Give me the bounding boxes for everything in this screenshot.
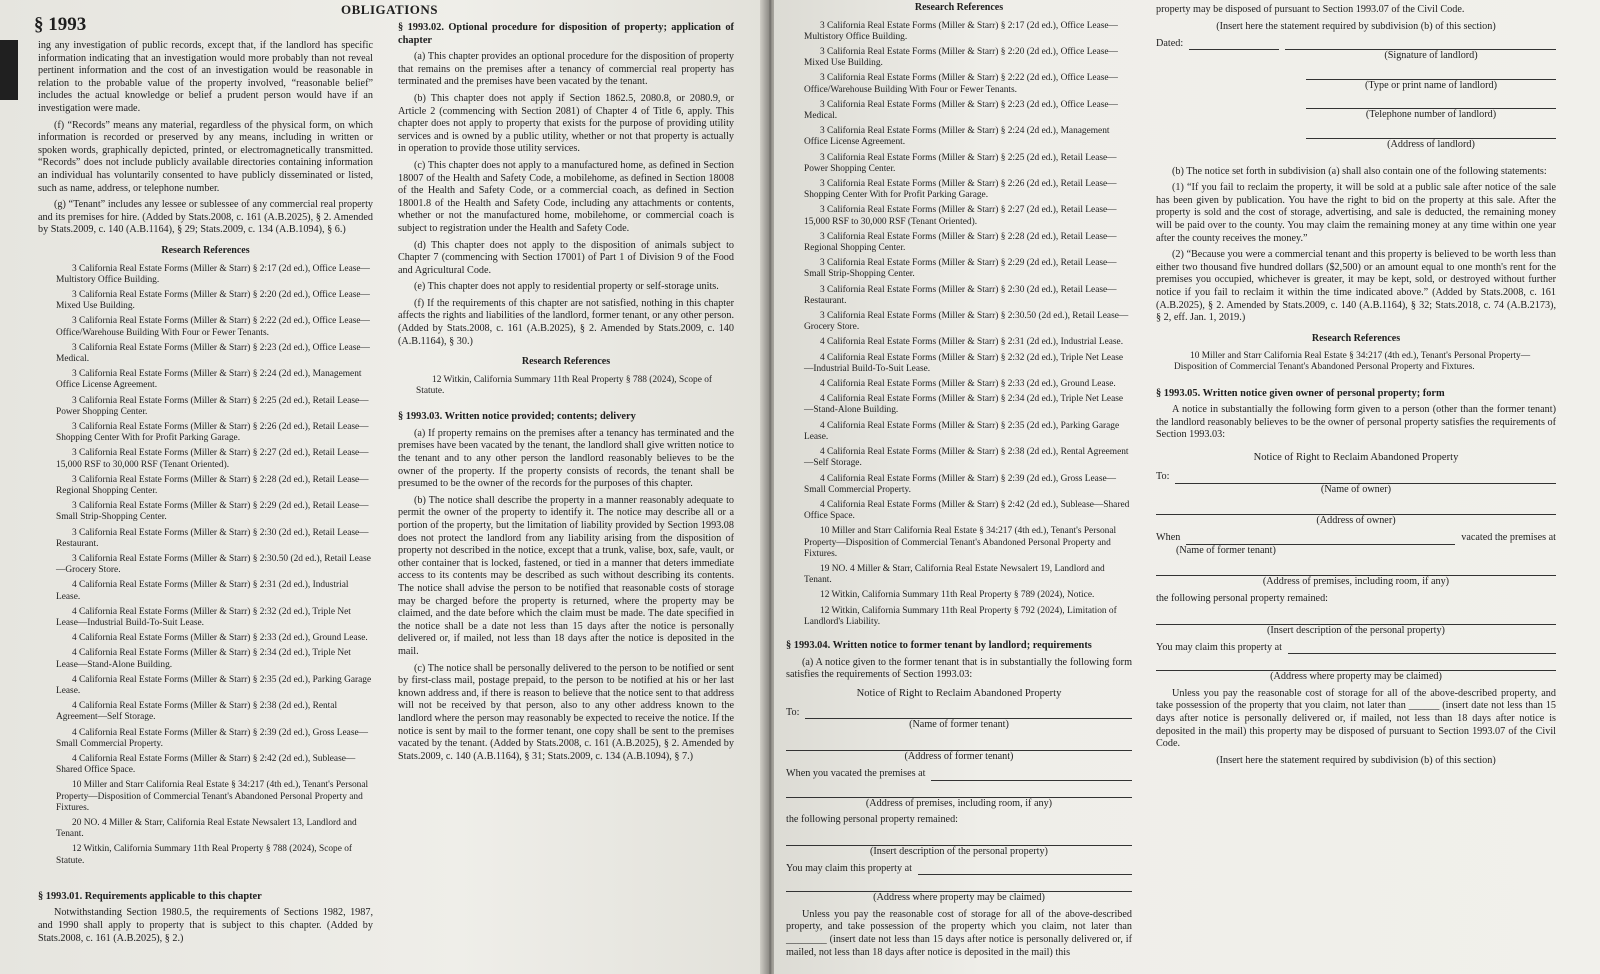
paragraph-g: (g) “Tenant” includes any lessee or sublessee of any commercial real property and its premises for hire. (Added by Stats.2008, c. 161 (A.B.2025), § 2. Amended by Stats.2009, c. 140 (A.B.1164), § 29; Stats.2009, c. 134 (A.B.1094), § 6.) bbox=[38, 199, 373, 236]
research-reference: 3 California Real Estate Forms (Miller & Starr) § 2:30.50 (2d ed.), Retail Lease—Grocery Store. bbox=[804, 311, 1129, 333]
research-references-heading: Research References bbox=[521, 356, 611, 368]
research-reference: 10 Miller and Starr California Real Estate § 34:217 (4th ed.), Tenant's Personal Property—Disposition of Commercial Tenant's Abandoned Personal Property and Fixtures. bbox=[804, 526, 1117, 559]
research-reference: 3 California Real Estate Forms (Miller & Starr) § 2:22 (2d ed.), Office Lease—Office/Warehouse Building With Four or Fewer Tenants. bbox=[56, 316, 370, 338]
research-reference: 3 California Real Estate Forms (Miller & Starr) § 2:20 (2d ed.), Office Lease—Mixed Use Building. bbox=[804, 47, 1118, 69]
remained-text: the following personal property remained: bbox=[1156, 593, 1329, 605]
to-label: To: bbox=[1156, 471, 1170, 483]
paragraph-f: (f) If the requirements of this chapter are not satisfied, nothing in this chapter affects the rights and liabilities of the landlord, former tenant, or any other person. (Added by Stats.2008, c. 161 (A.B.2025), § 2. Amended by Stats.2009, c. 140 (A.B.1164), § 30.) bbox=[398, 297, 734, 347]
right-page bbox=[774, 0, 1600, 974]
research-reference: 3 California Real Estate Forms (Miller & Starr) § 2:30 (2d ed.), Retail Lease—Restaurant. bbox=[804, 284, 1117, 306]
caption-owner-address: (Address of owner) bbox=[1316, 515, 1396, 527]
caption-premises: (Address of premises, including room, if any) bbox=[1262, 576, 1450, 588]
thumb-tab-marker bbox=[0, 40, 18, 100]
research-reference: 3 California Real Estate Forms (Miller & Starr) § 2:26 (2d ed.), Retail Lease—Shopping Center With for Profit Parking Garage. bbox=[804, 179, 1117, 201]
section-1993-05-text: A notice in substantially the following form given to a person (other than the former tenant) the landlord reasonably believes to be the owner of personal property satisfies the requirements of Section 1993.03: bbox=[1156, 404, 1556, 441]
caption-description: (Insert description of the personal property) bbox=[1267, 624, 1445, 636]
research-reference: 3 California Real Estate Forms (Miller & Starr) § 2:27 (2d ed.), Retail Lease—15,000 RSF to 30,000 RSF (Tenant Oriented). bbox=[56, 448, 369, 470]
blank-line bbox=[1156, 561, 1556, 576]
intro-paragraph: ing any investigation of public records, except that, if the landlord has specific information indicating that an investigation would more probably than not reveal pertinent information and the cost of an investigation would be reasonable in relation to the probable value of the property involved, “reasonable belief” includes the actual knowledge or belief a prudent person would have if an investigation were made. bbox=[38, 40, 373, 114]
research-reference: 3 California Real Estate Forms (Miller & Starr) § 2:29 (2d ed.), Retail Lease—Small Strip-Shopping Center. bbox=[804, 258, 1117, 280]
research-reference: 4 California Real Estate Forms (Miller & Starr) § 2:38 (2d ed.), Rental Agreement—Self Storage. bbox=[804, 447, 1129, 469]
paragraph-f: (f) “Records” means any material, regardless of the physical form, on which information is recorded or preserved by any means, including in written or spoken words, graphically depicted, printed, or electromagnetically transmitted. “Records” does not include publicly available directories containing information an individual has voluntarily consented to have publicly disseminated or listed, such as name, address, or telephone number. bbox=[38, 119, 373, 194]
blank-line bbox=[786, 736, 1132, 751]
section-1993-03-heading: § 1993.03. Written notice provided; contents; delivery bbox=[398, 411, 636, 423]
paragraph-b1: (1) “If you fail to reclaim the property, it will be sold at a public sale after notice of the sale has been given by publication. You have the right to bid on the property at this sale. After the property is sold and the cost of storage, advertising, and sale is deducted, the remaining money will be paid over to the county. You may claim the remaining money at any time within one year after the county receives the money.” bbox=[1156, 182, 1556, 244]
insert-statement-caption: (Insert here the statement required by subdivision (b) of this section) bbox=[1216, 20, 1496, 32]
left-page bbox=[0, 0, 766, 974]
paragraph-b: (b) The notice set forth in subdivision (a) shall also contain one of the following statements: bbox=[1172, 165, 1547, 177]
research-reference: 12 Witkin, California Summary 11th Real Property § 789 (2024), Notice. bbox=[820, 590, 1095, 601]
research-reference: 3 California Real Estate Forms (Miller & Starr) § 2:30.50 (2d ed.), Retail Lease—Grocery Store. bbox=[56, 553, 371, 576]
blank-line bbox=[1156, 500, 1556, 515]
dated-label: Dated: bbox=[1156, 37, 1184, 49]
paragraph-3b: (b) The notice shall describe the property in a manner reasonably adequate to permit the owner of the property to identify it. The notice may describe all or a portion of the property, but the limitation of liability provided by Section 1993.08 does not protect the landlord from any liability arising from the disposition of property not described in the notice, except that a trunk, valise, box, safe, vault, or other container that is locked, fastened, or tied in a manner that deters immediate access to its contents may be described as such without describing its contents. The notice shall advise the person to be notified that reasonable costs of storage may be charged before the property is returned, where the property may be claimed, and the date before which the claim must be made. The date specified in the notice shall be a date not less than 15 days after the notice is personally delivered or, if mailed, not less than 18 days after the notice is deposited in the mail. bbox=[398, 494, 734, 657]
section-1993-01-heading: § 1993.01. Requirements applicable to this chapter bbox=[38, 890, 262, 902]
research-reference: 12 Witkin, California Summary 11th Real Property § 792 (2024), Limitation of Landlord's Liability. bbox=[804, 605, 1117, 627]
blank-line bbox=[1189, 37, 1279, 50]
research-reference: 4 California Real Estate Forms (Miller & Starr) § 2:34 (2d ed.), Triple Net Lease—Stand-Alone Building. bbox=[804, 394, 1124, 416]
research-reference: 10 Miller and Starr California Real Estate § 34:217 (4th ed.), Tenant's Personal Property—Disposition of Commercial Tenant's Abandoned Personal Property and Fixtures. bbox=[1174, 351, 1531, 373]
research-reference: 4 California Real Estate Forms (Miller & Starr) § 2:35 (2d ed.), Parking Garage Lease. bbox=[804, 420, 1120, 442]
to-label: To: bbox=[786, 706, 800, 718]
paragraph-d: (d) This chapter does not apply to the disposition of animals subject to Chapter 7 (commencing with Section 17001) of Part 1 of Division 9 of the Food and Agricultural Code. bbox=[398, 239, 734, 276]
section-1993-04-heading: § 1993.04. Written notice to former tenant by landlord; requirements bbox=[786, 639, 1092, 651]
caption-name: (Name of former tenant) bbox=[909, 719, 1009, 731]
research-reference: 4 California Real Estate Forms (Miller & Starr) § 2:39 (2d ed.), Gross Lease—Small Commercial Property. bbox=[804, 473, 1117, 495]
research-reference: 3 California Real Estate Forms (Miller & Starr) § 2:17 (2d ed.), Office Lease—Multistory Office Building. bbox=[56, 263, 370, 285]
research-reference: 3 California Real Estate Forms (Miller & Starr) § 2:23 (2d ed.), Office Lease—Medical. bbox=[804, 99, 1118, 122]
research-reference: 3 California Real Estate Forms (Miller & Starr) § 2:20 (2d ed.), Office Lease—Mixed Use Building. bbox=[56, 289, 370, 312]
research-reference: 4 California Real Estate Forms (Miller & Starr) § 2:35 (2d ed.), Parking Garage Lease. bbox=[56, 674, 372, 696]
caption-where: (Address where property may be claimed) bbox=[873, 892, 1045, 904]
paragraph-b: (b) This chapter does not apply if Section 1862.5, 2080.8, or 2080.9, or Article 2 (commencing with Section 2081) of Chapter 4 of Title 6, apply. This chapter does not apply to property that exists for the purpose of providing utility services and is owned by a public utility, whether or not that property is actually in operation to provide those utility services. bbox=[398, 92, 734, 155]
blank-line bbox=[918, 862, 1132, 875]
caption-where: (Address where property may be claimed) bbox=[1270, 671, 1442, 683]
insert-statement-caption: (Insert here the statement required by subdivision (b) of this section) bbox=[1216, 754, 1496, 766]
blank-line bbox=[786, 783, 1132, 798]
research-references-heading: Research References bbox=[914, 2, 1004, 13]
blank-line bbox=[1306, 67, 1556, 80]
when-label: When bbox=[1156, 532, 1181, 544]
caption-signature: (Signature of landlord) bbox=[1384, 50, 1478, 62]
remained-text: the following personal property remained: bbox=[786, 814, 959, 826]
research-reference: 4 California Real Estate Forms (Miller & Starr) § 2:32 (2d ed.), Triple Net Lease—Industrial Build-To-Suit Lease. bbox=[804, 352, 1124, 374]
research-reference: 3 California Real Estate Forms (Miller & Starr) § 2:29 (2d ed.), Retail Lease—Small Strip-Shopping Center. bbox=[56, 501, 369, 523]
caption-owner: (Name of owner) bbox=[1320, 483, 1392, 495]
research-reference: 20 NO. 4 Miller & Starr, California Real Estate Newsalert 13, Landlord and Tenant. bbox=[56, 818, 357, 840]
blank-line bbox=[786, 831, 1132, 846]
section-number-header: § 1993 bbox=[34, 14, 87, 35]
paragraph-a: (a) This chapter provides an optional procedure for the disposition of property that remains on the premises after a tenancy of commercial real property has terminated and the premises have been vacated by the tenant. bbox=[398, 51, 734, 88]
right-column-3 bbox=[786, 2, 1132, 963]
research-reference: 4 California Real Estate Forms (Miller & Starr) § 2:34 (2d ed.), Triple Net Lease—Stand-Alone Building. bbox=[56, 648, 351, 670]
running-head: OBLIGATIONS bbox=[341, 2, 439, 17]
unless-paragraph: Unless you pay the reasonable cost of storage for all of the above-described property, and take possession of the property which you claim, not later than ________ (insert date not less than 15 days after notice is personally delivered or, if mailed, not less than 18 days after notice is deposited in the mail) this bbox=[786, 908, 1132, 958]
research-reference: 12 Witkin, California Summary 11th Real Property § 788 (2024), Scope of Statute. bbox=[56, 844, 353, 866]
blank-line bbox=[1306, 126, 1556, 139]
paragraph-c: (c) This chapter does not apply to a manufactured home, as defined in Section 18007 of the Health and Safety Code, a mobilehome, as defined in Section 18008 of the Health and Safety Code, or a commercial coach, as defined in Section 18001.8 of the Health and Safety Code, including any attachments or contents, whether or not the manufactured home, mobilehome, or commercial coach is subject to registration under the Health and Safety Code. bbox=[398, 159, 734, 234]
research-reference: 3 California Real Estate Forms (Miller & Starr) § 2:30 (2d ed.), Retail Lease—Restaurant. bbox=[56, 527, 369, 549]
left-column-1 bbox=[38, 40, 373, 949]
vacated-text: vacated the premises at bbox=[1461, 532, 1556, 544]
caption-telephone: (Telephone number of landlord) bbox=[1365, 109, 1497, 121]
caption-address: (Address of former tenant) bbox=[904, 750, 1014, 762]
research-reference: 12 Witkin, California Summary 11th Real Property § 788 (2024), Scope of Statute. bbox=[416, 374, 713, 397]
when-line bbox=[1156, 532, 1556, 545]
paragraph-a: (a) A notice given to the former tenant that is in substantially the following form satisfies the requirements of Section 1993.03: bbox=[786, 656, 1132, 681]
research-reference: 10 Miller and Starr California Real Estate § 34:217 (4th ed.), Tenant's Personal Property—Disposition of Commercial Tenant's Abandoned Personal Property and Fixtures. bbox=[56, 780, 369, 813]
paragraph-b2: (2) “Because you were a commercial tenant and this property is believed to be worth less than either two thousand five hundred dollars ($2,500) or an amount equal to one month's rent for the premises you occupied, whichever is greater, it may be kept, sold, or destroyed without further notice if you fail to reclaim it within the time indicated above.” (Added by Stats.2008, c. 161 (A.B.2025), § 2. Amended by Stats.2009, c. 140 (A.B.1164), § 32; Stats.2018, c. 74 (A.B.2173), § 2, eff. Jan. 1, 2019.) bbox=[1156, 249, 1556, 324]
blank-line bbox=[1156, 656, 1556, 671]
research-reference: 4 California Real Estate Forms (Miller & Starr) § 2:33 (2d ed.), Ground Lease. bbox=[820, 379, 1116, 390]
caption-premises: (Address of premises, including room, if any) bbox=[865, 797, 1053, 809]
research-reference: 3 California Real Estate Forms (Miller & Starr) § 2:24 (2d ed.), Management Office License Agreement. bbox=[804, 126, 1110, 148]
form-to-line bbox=[1156, 471, 1556, 484]
section-1993-02-heading: § 1993.02. Optional procedure for disposition of property; application of chapter bbox=[398, 22, 734, 46]
research-reference: 3 California Real Estate Forms (Miller & Starr) § 2:25 (2d ed.), Retail Lease—Power Shopping Center. bbox=[804, 152, 1117, 174]
research-reference: 3 California Real Estate Forms (Miller & Starr) § 2:25 (2d ed.), Retail Lease—Power Shopping Center. bbox=[56, 395, 369, 417]
research-reference: 3 California Real Estate Forms (Miller & Starr) § 2:26 (2d ed.), Retail Lease—Shopping Center With for Profit Parking Garage. bbox=[56, 421, 369, 444]
claim-text: You may claim this property at bbox=[786, 862, 913, 874]
blank-line bbox=[1285, 37, 1556, 50]
research-reference: 4 California Real Estate Forms (Miller & Starr) § 2:31 (2d ed.), Industrial Lease. bbox=[56, 580, 349, 602]
research-reference: 4 California Real Estate Forms (Miller & Starr) § 2:31 (2d ed.), Industrial Lease. bbox=[820, 337, 1124, 348]
claim-text: You may claim this property at bbox=[1156, 641, 1283, 653]
research-references-heading: Research References bbox=[161, 244, 250, 256]
research-references-list bbox=[786, 21, 1132, 628]
research-reference: 4 California Real Estate Forms (Miller & Starr) § 2:38 (2d ed.), Rental Agreement—Self Storage. bbox=[56, 701, 338, 723]
research-reference: 4 California Real Estate Forms (Miller & Starr) § 2:42 (2d ed.), Sublease—Shared Office Space. bbox=[804, 499, 1130, 522]
form-title: Notice of Right to Reclaim Abandoned Property bbox=[856, 687, 1062, 699]
caption-address: (Address of landlord) bbox=[1387, 138, 1475, 150]
research-reference: 4 California Real Estate Forms (Miller & Starr) § 2:42 (2d ed.), Sublease—Shared Office Space. bbox=[56, 754, 356, 776]
research-reference: 4 California Real Estate Forms (Miller & Starr) § 2:33 (2d ed.), Ground Lease. bbox=[72, 633, 368, 644]
vacated-line bbox=[786, 768, 1132, 781]
section-1993-01-text: Notwithstanding Section 1980.5, the requirements of Sections 1982, 1987, and 1990 shall apply to property that is subject to this chapter. (Added by Stats.2008, c. 161 (A.B.2025), § 2.) bbox=[38, 907, 373, 944]
research-references-list bbox=[38, 264, 373, 867]
research-reference: 3 California Real Estate Forms (Miller & Starr) § 2:28 (2d ed.), Retail Lease—Regional Shopping Center. bbox=[56, 474, 369, 496]
unless-paragraph: Unless you pay the reasonable cost of storage for all of the above-described property, and take possession of the property that you claim, not later than ______ (insert date not less than 15 days after notice is personally delivered or, if mailed, not less than 18 days after notice is deposited in the mail) this property may be disposed of pursuant to Section 1993.07 of the Civil Code. bbox=[1156, 687, 1556, 750]
left-column-2 bbox=[398, 22, 734, 767]
caption-description: (Insert description of the personal property) bbox=[870, 845, 1048, 857]
blank-line bbox=[1175, 471, 1556, 484]
research-reference: 19 NO. 4 Miller & Starr, California Real Estate Newsalert 19, Landlord and Tenant. bbox=[804, 563, 1105, 586]
caption-type-name: (Type or print name of landlord) bbox=[1365, 79, 1497, 91]
paragraph-3c: (c) The notice shall be personally delivered to the person to be notified or sent by first-class mail, postage prepaid, to the person to be notified at his or her last known address and, if there is reason to believe that the notice sent to that address will not be received by that person, also to any other address known to the landlord where the person may reasonably be expected to receive the notice. If the notice is sent by mail to the former tenant, one copy shall be sent to the premises vacated by the tenant. (Added by Stats.2008, c. 161 (A.B.2025), § 2. Amended by Stats.2009, c. 140 (A.B.1164), § 31; Stats.2009, c. 134 (A.B.1094), § 7.) bbox=[398, 662, 734, 762]
dated-line bbox=[1156, 37, 1556, 50]
research-reference: 3 California Real Estate Forms (Miller & Starr) § 2:28 (2d ed.), Retail Lease—Regional Shopping Center. bbox=[804, 231, 1117, 254]
research-reference: 3 California Real Estate Forms (Miller & Starr) § 2:24 (2d ed.), Management Office License Agreement. bbox=[56, 369, 362, 391]
research-reference: 3 California Real Estate Forms (Miller & Starr) § 2:17 (2d ed.), Office Lease—Multistory Office Building. bbox=[804, 20, 1118, 42]
claim-line bbox=[786, 862, 1132, 875]
paragraph-e: (e) This chapter does not apply to residential property or self-storage units. bbox=[414, 281, 719, 293]
blank-line bbox=[786, 877, 1132, 892]
research-references-heading: Research References bbox=[1311, 332, 1401, 344]
research-reference: 4 California Real Estate Forms (Miller & Starr) § 2:39 (2d ed.), Gross Lease—Small Commercial Property. bbox=[56, 727, 369, 749]
blank-line bbox=[1186, 532, 1455, 545]
form-title: Notice of Right to Reclaim Abandoned Property bbox=[1253, 452, 1459, 464]
continued-text: property may be disposed of pursuant to Section 1993.07 of the Civil Code. bbox=[1156, 4, 1465, 15]
right-column-4 bbox=[1156, 4, 1556, 771]
blank-line bbox=[931, 768, 1132, 781]
blank-line bbox=[1156, 610, 1556, 625]
caption-former-tenant: (Name of former tenant) bbox=[1176, 544, 1276, 556]
research-reference: 3 California Real Estate Forms (Miller & Starr) § 2:27 (2d ed.), Retail Lease—15,000 RSF to 30,000 RSF (Tenant Oriented). bbox=[804, 205, 1117, 227]
section-1993-05-heading: § 1993.05. Written notice given owner of personal property; form bbox=[1156, 387, 1445, 399]
form-to-line bbox=[786, 706, 1132, 719]
research-reference: 3 California Real Estate Forms (Miller & Starr) § 2:22 (2d ed.), Office Lease—Office/Warehouse Building With Four or Fewer Tenants. bbox=[804, 73, 1118, 95]
claim-line bbox=[1156, 641, 1556, 654]
research-reference: 4 California Real Estate Forms (Miller & Starr) § 2:32 (2d ed.), Triple Net Lease—Industrial Build-To-Suit Lease. bbox=[56, 606, 351, 628]
blank-line bbox=[1306, 96, 1556, 109]
paragraph-3a: (a) If property remains on the premises after a tenancy has terminated and the premises have been vacated by the tenant, the landlord shall give written notice to the tenant and to any other person the landlord reasonably believes to be the owner of the property. If the property consists of records, the tenant shall be presumed to be the owner of the records for the purposes of this chapter. bbox=[398, 427, 734, 490]
blank-line bbox=[805, 706, 1132, 719]
research-reference: 3 California Real Estate Forms (Miller & Starr) § 2:23 (2d ed.), Office Lease—Medical. bbox=[56, 342, 370, 364]
vacated-text: When you vacated the premises at bbox=[786, 767, 926, 779]
blank-line bbox=[1288, 641, 1556, 654]
